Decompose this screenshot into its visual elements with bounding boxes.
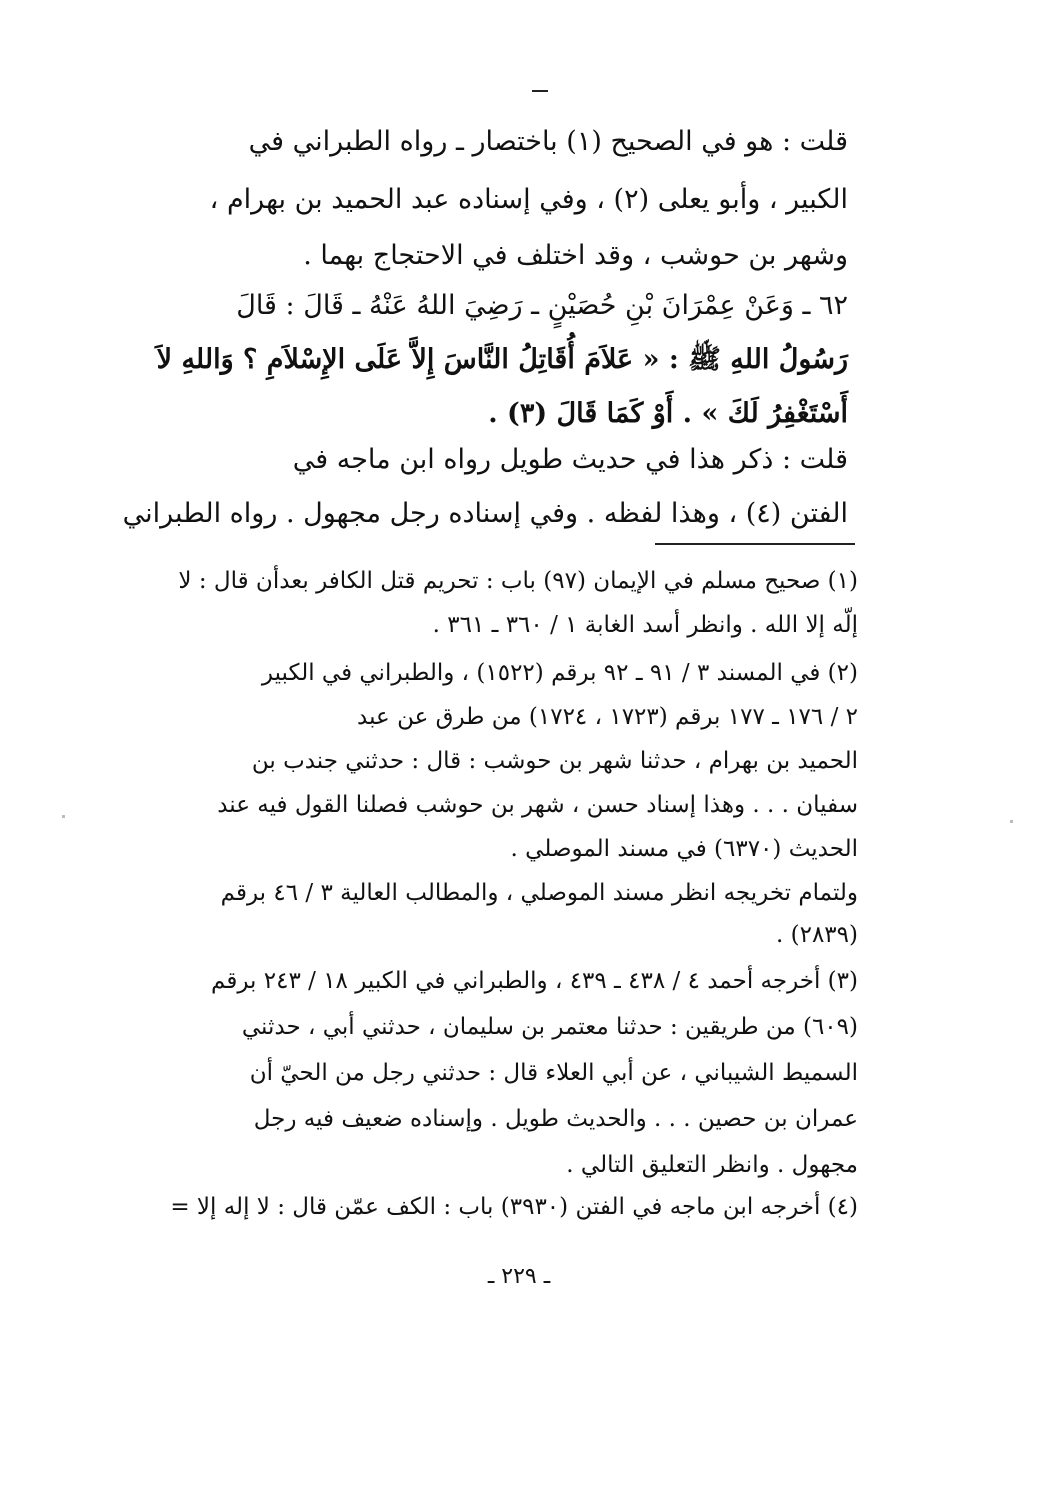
footnote-2-line-5: الحديث (٦٣٧٠) في مسند الموصلي . [510, 836, 858, 862]
body-line-7: قلت : ذكر هذا في حديث طويل رواه ابن ماجه في [292, 444, 848, 475]
body-line-3: وشهر بن حوشب ، وقد اختلف في الاحتجاج بهما . [303, 240, 848, 271]
page-number: ـ ٢٢٩ ـ [487, 1264, 551, 1289]
footnote-2-line-7: (٢٨٣٩) . [775, 922, 858, 948]
footnote-separator [655, 543, 855, 545]
footnote-2-line-1: (٢) في المسند ٣ / ٩١ ـ ٩٢ برقم (١٥٢٢) ، والطبراني في الكبير [261, 660, 858, 686]
body-line-1: قلت : هو في الصحيح (١) باختصار ـ رواه الطبراني في [248, 126, 848, 157]
footnote-1-line-1: (١) صحيح مسلم في الإيمان (٩٧) باب : تحريم قتل الكافر بعدأن قال : لا [178, 568, 858, 594]
footnote-3-line-2: (٦٠٩) من طريقين : حدثنا معتمر بن سليمان ، حدثني أبي ، حدثني [241, 1014, 858, 1040]
body-line-2: الكبير ، وأبو يعلى (٢) ، وفي إسناده عبد الحميد بن بهرام ، [209, 184, 848, 215]
hadith-line-2: رَسُولُ اللهِ ﷺ : « عَلاَمَ أُقَاتِلُ النَّاسَ إِلاَّ عَلَى الإِسْلاَمِ ؟ وَاللهِ لاَ [156, 344, 848, 375]
footnote-3-line-1: (٣) أخرجه أحمد ٤ / ٤٣٨ ـ ٤٣٩ ، والطبراني في الكبير ١٨ / ٢٤٣ برقم [211, 968, 858, 994]
footnote-2-line-4: سفيان . . . وهذا إسناد حسن ، شهر بن حوشب فصلنا القول فيه عند [217, 792, 858, 818]
footnote-2-line-6: ولتمام تخريجه انظر مسند الموصلي ، والمطالب العالية ٣ / ٤٦ برقم [220, 880, 858, 906]
scan-speck [1010, 820, 1013, 823]
scan-speck [62, 815, 65, 818]
footnote-2-line-2: ٢ / ١٧٦ ـ ١٧٧ برقم (١٧٢٣ ، ١٧٢٤) من طرق عن عبد [357, 704, 858, 730]
footnote-1-line-2: إلّه إلا الله . وانظر أسد الغابة ١ / ٣٦٠ ـ ٣٦١ . [432, 612, 858, 638]
hadith-line-1: ٦٢ ـ وَعَنْ عِمْرَانَ بْنِ حُصَيْنٍ ـ رَضِيَ اللهُ عَنْهُ ـ قَالَ : قَالَ [236, 290, 848, 321]
hadith-line-3: أَسْتَغْفِرُ لَكَ » . أَوْ كَمَا قَالَ (٣) . [488, 398, 848, 429]
body-line-8: الفتن (٤) ، وهذا لفظه . وفي إسناده رجل مجهول . رواه الطبراني [122, 498, 848, 529]
footnote-3-line-5: مجهول . وانظر التعليق التالي . [566, 1152, 858, 1178]
footnote-3-line-3: السميط الشيباني ، عن أبي العلاء قال : حدثني رجل من الحيّ أن [249, 1060, 858, 1086]
footnote-3-line-4: عمران بن حصين . . . والحديث طويل . وإسناده ضعيف فيه رجل [253, 1106, 858, 1132]
footnote-2-line-3: الحميد بن بهرام ، حدثنا شهر بن حوشب : قال : حدثني جندب بن [251, 748, 858, 774]
top-dash [532, 90, 548, 92]
footnote-4-line-1: (٤) أخرجه ابن ماجه في الفتن (٣٩٣٠) باب : الكف عمّن قال : لا إله إلا = [170, 1194, 858, 1220]
